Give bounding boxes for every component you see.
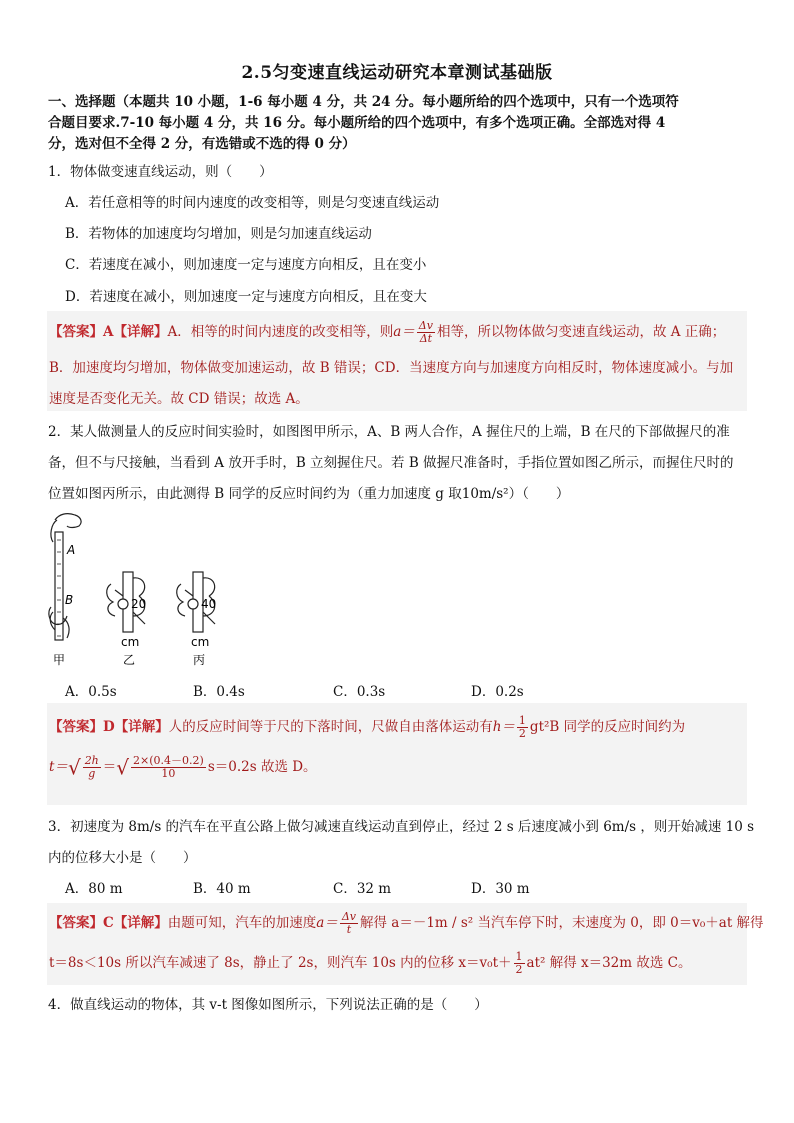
q1-answer-tag: 【答案】A【详解】 xyxy=(49,324,168,340)
q3-answer-text-2a: t＝8s＜10s 所以汽车减速了 8s，静止了 2s，则汽车 10s 内的位移 x＝v₀t＋ xyxy=(49,955,512,971)
label-cm-bing: cm xyxy=(191,635,210,649)
q3-option-b: B．40 m xyxy=(193,881,251,897)
q2-answer-text-1: 人的反应时间等于尺的下落时间，尺做自由落体运动有 xyxy=(168,719,493,735)
label-b: B xyxy=(65,593,74,607)
q2-stem-3: 位置如图丙所示，由此测得 B 同学的反应时间约为（重力加速度 g 取10m/s²）（ ） xyxy=(48,486,570,502)
label-yi: 乙 xyxy=(123,653,136,667)
q4-stem: 4．做直线运动的物体，其 v-t 图像如图所示，下列说法正确的是（ ） xyxy=(48,997,488,1013)
label-cm-yi: cm xyxy=(121,635,140,649)
q2-stem-2: 备，但不与尺接触，当看到 A 放开手时，B 立刻握住尺。若 B 做握尺准备时，手指位置如图乙所示，而握住尺时的 xyxy=(48,455,734,471)
q3-answer-text-1b: 解得 a＝－1m / s² 当汽车停下时，末速度为 0，即 0＝v₀＋at 解得 xyxy=(359,915,764,931)
q1-option-c: C．若速度在减小，则加速度一定与速度方向相反，且在变小 xyxy=(65,257,427,273)
label-a: A xyxy=(67,543,76,557)
q3-answer-text-1a: 由题可知，汽车的加速度 xyxy=(167,915,317,931)
label-bing: 丙 xyxy=(193,653,206,667)
q1-answer-text-3: 速度是否变化无关。故 CD 错误；故选 A。 xyxy=(49,391,309,407)
q2-answer-text-2-tail: s＝0.2s 故选 D。 xyxy=(207,759,317,775)
q1-answer-box: 【答案】A【详解】A．相等的时间内速度的改变相等，则a＝ $\frac{\Delta v}{\Delta t}$ 相等，所以物体做匀变速直线运动，故 A 正确； B．加速度均匀增加，物体做变加速运动，故 B 错误；CD．当速度方向与加速度方向相反时，物体速度减小。与加 速度是否变化无关。故 CD 错误；故选 A。 xyxy=(47,311,747,411)
q1-answer-text-1a: A．相等的时间内速度的改变相等，则 xyxy=(167,324,394,340)
q1-option-b: B．若物体的加速度均匀增加，则是匀加速直线运动 xyxy=(65,226,372,242)
q3-option-a: A．80 m xyxy=(65,881,123,897)
q2-answer-box: 【答案】D【详解】人的反应时间等于尺的下落时间，尺做自由落体运动有h＝ $\frac{1}{2}$ gt²B 同学的反应时间约为 t＝√ $\frac{2h}{g}$ ＝√ $\frac{2\times(0.4-0.2)}{10}$ s＝0.2s 故选 D。 xyxy=(47,703,747,805)
q3-answer-tag: 【答案】C【详解】 xyxy=(49,915,168,931)
q1-option-d: D．若速度在减小，则加速度一定与速度方向相反，且在变大 xyxy=(65,289,427,305)
q3-answer-box: 【答案】C【详解】由题可知，汽车的加速度a＝ $\frac{\Delta v}{t}$ 解得 a＝－1m / s² 当汽车停下时，末速度为 0，即 0＝v₀＋at 解得 t＝8s＜10s 所以汽车减速了 8s，静止了 2s，则汽车 10s 内的位移 x＝v₀t＋ $\frac{1}{2}$ at² 解得 x＝32m 故选 C。 xyxy=(47,903,747,985)
q2-stem-1: 2．某人做测量人的反应时间实验时，如图图甲所示，A、B 两人合作，A 握住尺的上端，B 在尺的下部做握尺的准 xyxy=(48,424,730,440)
q3-answer-text-2b: at² 解得 x＝32m 故选 C。 xyxy=(526,955,692,971)
section-line-1: 一、选择题（本题共 10 小题，1-6 每小题 4 分，共 24 分。每小题所给的四个选项中，只有一个选项符 xyxy=(48,94,679,110)
page-title: 2.5匀变速直线运动研究本章测试基础版 xyxy=(241,63,553,83)
q2-option-d: D．0.2s xyxy=(471,684,524,700)
q1-answer-fraction: $\frac{\Delta v}{\Delta t}$ xyxy=(418,319,433,345)
q2-option-b: B．0.4s xyxy=(193,684,245,700)
q2-answer-tag: 【答案】D【详解】 xyxy=(49,719,169,735)
q3-stem-2: 内的位移大小是（ ） xyxy=(48,850,197,866)
q1-answer-text-2: B．加速度均匀增加，物体做变加速运动，故 B 错误；CD．当速度方向与加速度方向相反时，物体速度减小。与加 xyxy=(49,360,734,376)
q1-option-a: A．若任意相等的时间内速度的改变相等，则是匀变速直线运动 xyxy=(65,195,440,211)
label-40: 40 xyxy=(201,597,217,611)
q3-answer-fraction-2: $\frac{1}{2}$ xyxy=(515,950,523,976)
q3-option-d: D．30 m xyxy=(471,881,530,897)
q2-answer-sqrt-2: $\frac{2\times(0.4-0.2)}{10}$ xyxy=(133,754,204,780)
q2-options xyxy=(65,680,599,700)
q3-stem-1: 3．初速度为 8m/s 的汽车在平直公路上做匀减速直线运动直到停止，经过 2 s 后速度减小到 6m/s ，则开始减速 10 s xyxy=(48,819,755,835)
section-line-2: 合题目要求.7-10 每小题 4 分，共 16 分。每小题所给的四个选项中，有多个选项正确。全部选对得 4 xyxy=(48,115,666,131)
q1-stem: 1．物体做变速直线运动，则（ ） xyxy=(48,164,273,180)
q2-ruler-figure xyxy=(45,512,245,672)
section-instructions xyxy=(48,92,753,155)
label-jia: 甲 xyxy=(53,653,66,667)
q2-answer-text-1-tail: gt²B 同学的反应时间约为 xyxy=(529,719,686,735)
section-line-3: 分，选对但不全得 2 分，有选错或不选的得 0 分） xyxy=(48,136,356,152)
figure-jia xyxy=(49,514,81,640)
q1-answer-text-1b: 相等，所以物体做匀变速直线运动，故 A 正确； xyxy=(436,324,726,340)
q2-answer-sqrt-1: $\frac{2h}{g}$ xyxy=(84,754,99,780)
label-20: 20 xyxy=(131,597,147,611)
q3-answer-fraction-1: $\frac{\Delta v}{t}$ xyxy=(341,910,356,936)
q2-option-c: C．0.3s xyxy=(333,684,386,700)
q2-answer-half-fraction: $\frac{1}{2}$ xyxy=(518,714,526,740)
q2-option-a: A．0.5s xyxy=(65,684,117,700)
q3-option-c: C．32 m xyxy=(333,881,392,897)
q3-options xyxy=(65,877,599,897)
